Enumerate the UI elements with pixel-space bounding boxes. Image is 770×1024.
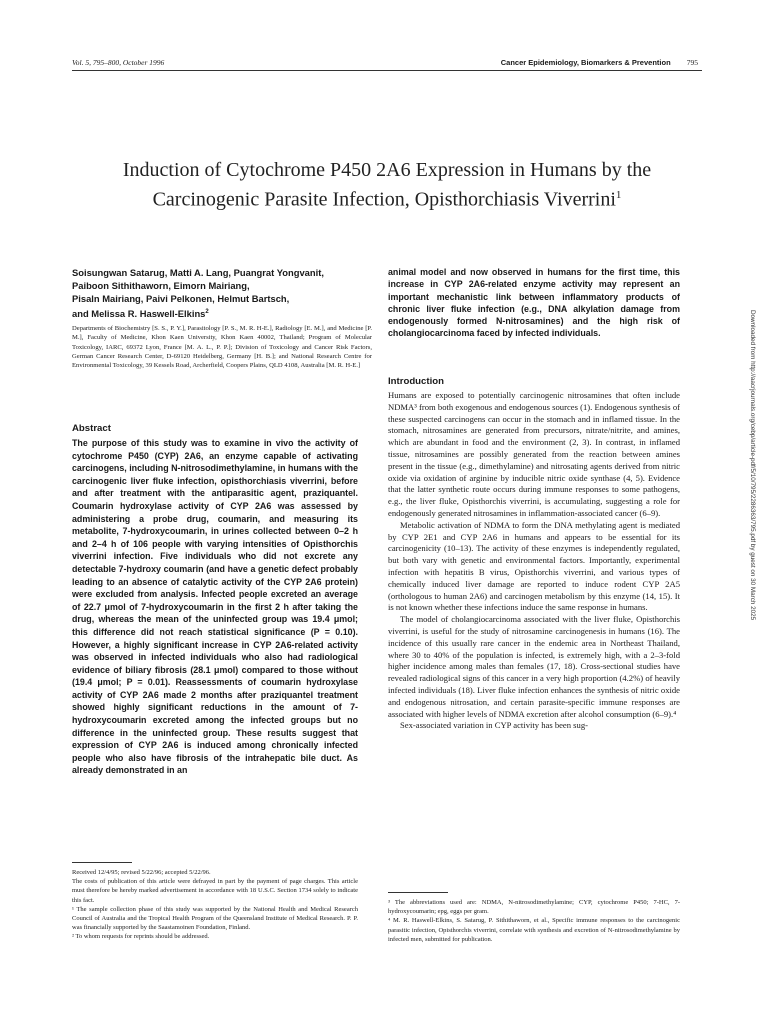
author-line: Pisaln Mairiang, Paivi Pelkonen, Helmut Bartsch, <box>72 293 290 305</box>
paragraph: Humans are exposed to potentially carcinogenic nitrosamines that often include NDMA³ from both exogenous and endogenous sources (1). Endogenous synthesis of these suspected carcinogens can occur in the stomach and in inflamed tissue. In the stomach, nitrosamines are generated from precursors, nitrate/nitrite, and amines, which are abundant in food and the environment (2, 3). In contrast, in inflamed tissue, nitrosamines are possibly generated from the reaction between amines present in the tissue (e.g., dimethylamine) and nitrosating agents derived from nitric oxide via oxidation of arginine by inducible nitric oxide synthase (4, 5). Evidence that the latter synthetic route occurs during immune responses to some pathogens, e.g., the liver fluke, Opisthorchis viverrini, is accumulating, suggesting a role for endogenously generated nitrosamines in inflammation-associated cancer (6–9). <box>388 390 680 518</box>
author-line-text: and Melissa R. Haswell-Elkins <box>72 307 206 319</box>
footnote: ⁴ M. R. Haswell-Elkins, S. Satarug, P. Sithithaworn, et al., Specific immune responses to the carcinogenic parasitic infection, Opisthorchis viverrini, correlate with synthesis and excretion of N-nitrosodimethylamine by infected men, submitted for publication. <box>388 917 680 943</box>
introduction-body <box>388 390 680 732</box>
paragraph: Sex-associated variation in CYP activity has been sug- <box>400 720 588 731</box>
paragraph: The model of cholangiocarcinoma associated with the liver fluke, Opisthorchis viverrini, is useful for the study of nitrosamine carcinogenesis in humans (16). The incidence of this usually rare cancer in the endemic area in Northeast Thailand, where 30 to 40% of the population is infected, is extremely high, with a 2–3-fold higher incidence among males than females (17, 18). Cross-sectional studies have revealed radiological signs of this cancer in a very high proportion (4.2%) of heavily infected individuals (18). Liver fluke infection enhances the synthesis of nitric oxide and endogenous nitrosation, and certain parasite-specific immune responses are associated with higher levels of NDMA excretion after alcohol consumption (6–9).⁴ <box>388 614 680 719</box>
author-footnote-mark: 2 <box>205 308 209 315</box>
download-note-text: Downloaded from http://aacrjournals.org/cebp/article-pdf/5/10/795/2286363/795.pdf by guest on 30 March 2025 <box>749 310 756 621</box>
author-line: Paiboon Sithithaworn, Eimorn Mairiang, <box>72 280 250 292</box>
header-rule <box>72 70 702 71</box>
footnote-rule-left <box>72 862 132 863</box>
title-line-1: Induction of Cytochrome P450 2A6 Expression in Humans by the <box>122 159 652 181</box>
author-line: Soisungwan Satarug, Matti A. Lang, Puangrat Yongvanit, <box>72 267 324 278</box>
page-number: 795 <box>686 58 698 67</box>
footnote: ² To whom requests for reprints should be addressed. <box>72 933 210 941</box>
introduction-heading: Introduction <box>388 376 444 387</box>
author-line <box>72 306 372 320</box>
author-list <box>72 266 372 320</box>
footnote-rule-right <box>388 892 448 893</box>
title-footnote-mark: 1 <box>615 189 622 201</box>
footnote: ³ The abbreviations used are: NDMA, N-nitrosodimethylamine; CYP, cytochrome P450; 7-HC, 7-hydroxycoumarin; epg, eggs per gram. <box>388 899 680 916</box>
abstract-text: The purpose of this study was to examine in vivo the activity of cytochrome P450 (CYP) 2A6, an enzyme capable of activating carcinogens, including N-nitrosodimethylamine, in humans with the carcinogenic liver fluke infection, opisthorchiasis viverrini, before and after treatment with the antiparasitic agent, praziquantel. Coumarin hydroxylase activity of CYP 2A6 was assessed by administering a probe drug, coumarin, and measuring its metabolite, 7-hydroxycoumarin, in urines collected between 0–2 h and 2–4 h of 106 people with varying intensities of Opisthorchis viverrini infection. Five individuals who did not excrete any detectable 7-hydroxy coumarin (and have a genetic defect probably leading to an absence of catalytic activity of the CYP 2A6 protein) were excluded from analysis. Infected people excreted an average of 22.7 μmol of 7-hydroxycoumarin in the first 2 h after taking the drug, whereas the mean of the uninfected group was 19.4 μmol; this difference did not reach statistical significance (P = 0.10). However, a highly significant increase in CYP 2A6-related activity was observed in infected individuals who also had radiological evidence of biliary fibrosis (28.1 μmol) compared to those without (19.4 μmol; P = 0.01). Reassessments of coumarin hydroxylase activity of CYP 2A6 made 2 months after praziquantel treatment showed highly significant reductions in the amount of 7-hydroxycoumarin excreted among the infected groups but no difference in the uninfected group. These results suggest that expression of CYP 2A6 is induced among chronically infected people who also have fibrosis of the intrahepatic bile duct. As already demonstrated in an <box>72 438 359 776</box>
article-title <box>72 158 702 213</box>
journal-name: Cancer Epidemiology, Biomarkers & Prevention <box>500 58 671 67</box>
footnote: The costs of publication of this article were defrayed in part by the payment of page charges. This article must therefore be hereby marked advertisement in accordance with 18 U.S.C. Section 1734 solely to indicate this fact. <box>72 878 358 904</box>
title-line-2-text: Carcinogenic Parasite Infection, Opisthorchiasis Viverrini <box>152 188 616 211</box>
header-journal <box>501 58 698 67</box>
download-watermark <box>742 310 762 780</box>
abstract-heading: Abstract <box>72 423 111 434</box>
footnotes-right <box>388 898 680 944</box>
paragraph: Metabolic activation of NDMA to form the DNA methylating agent is mediated by CYP 2E1 and CYP 2A6 in humans and appears to be essential for its carcinogenicity (10–13). The activity of these enzymes is independently regulated, but both vary with genetic and environmental factors. Importantly, experimental infection with hepatitis B virus, Opisthorchis viverrini, and various types of chemically induced liver damage are reported to induce rodent CYP 2A5 (orthologous to human 2A6) and carcinogen metabolism by this enzyme (14, 15). It is not known whether these infections induce the same response in humans. <box>388 519 680 613</box>
abstract-continuation: animal model and now observed in humans for the first time, this increase in CYP 2A6-related enzyme activity may represent an important mechanistic link between inflammatory products of chronic liver fluke infection (e.g., DNA alkylation damage from endogenously formed N-nitrosamines) and the high risk of cholangiocarcinoma faced by infected individuals. <box>388 267 680 339</box>
footnote: ¹ The sample collection phase of this study was supported by the National Health and Medical Research Council of Australia and the Tropical Health Program of the Queensland Institute of Medical Research. P. P. was financially supported by the Saastamoinen Foundation, Finland. <box>72 905 358 932</box>
header-volume-info: Vol. 5, 795–800, October 1996 <box>72 58 165 67</box>
affiliations: Departments of Biochemistry [S. S., P. Y.], Parasitology [P. S., M. R. H-E.], Radiology [E. M.], and Medicine [P. M.], Faculty of Medicine, Khon Kaen University, Khon Kaen 40002, Thailand; Program of Molecular Toxicology, IARC, 69372 Lyon, France [M. A. L., P. P.]; Division of Toxicology and Cancer Risk Factors, German Cancer Research Center, D-69120 Heidelberg, Germany [H. B.]; and National Research Centre for Environmental Toxicology, 39 Kessels Road, Archerfield, Coopers Plains, QLD 4108, Australia [M. R. H-E.] <box>72 325 372 370</box>
title-line-2 <box>72 183 702 213</box>
footnotes-left <box>72 868 358 942</box>
footnote: Received 12/4/95; revised 5/22/96; accepted 5/22/96. <box>72 869 211 876</box>
